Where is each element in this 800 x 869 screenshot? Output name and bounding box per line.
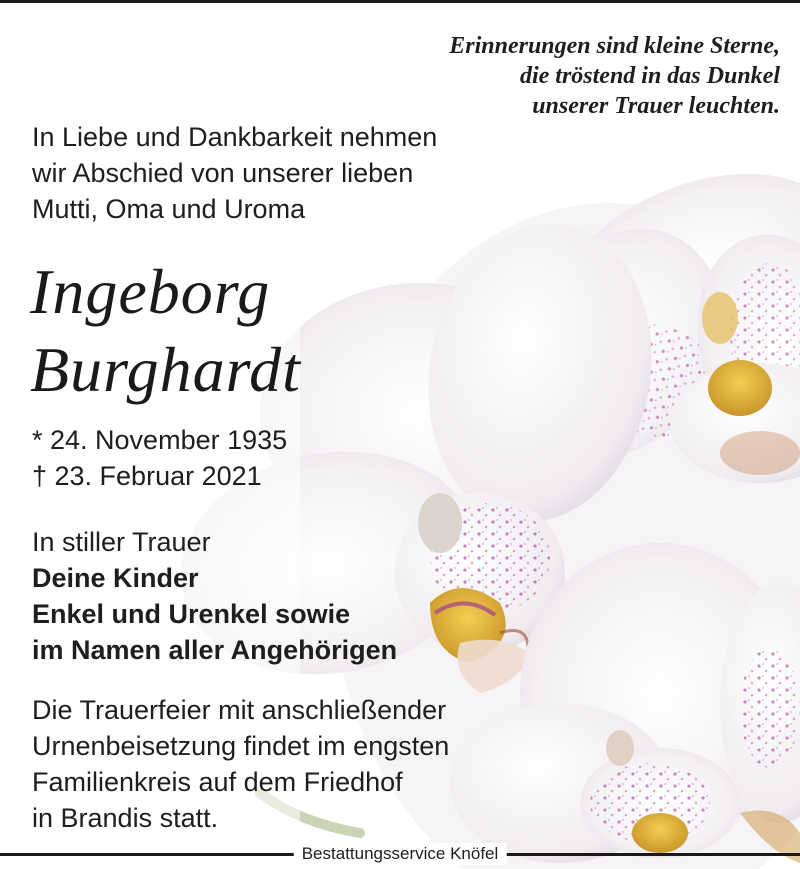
quote-line: unserer Trauer leuchten.	[532, 93, 780, 119]
mourners-intro: In stiller Trauer	[32, 527, 211, 557]
intro-line: In Liebe und Dankbarkeit nehmen	[32, 122, 438, 152]
ceremony-info	[32, 692, 449, 836]
death-date: † 23. Februar 2021	[32, 461, 262, 491]
ceremony-line: Familienkreis auf dem Friedhof	[32, 767, 403, 797]
mourners-block	[32, 524, 397, 668]
deceased-name	[30, 253, 301, 409]
undertaker-name: Bestattungsservice Knöfel	[294, 843, 507, 865]
quote-line: die tröstend in das Dunkel	[519, 63, 780, 89]
ceremony-line: Die Trauerfeier mit anschließender	[32, 695, 447, 725]
deceased-last-name: Burghardt	[30, 334, 301, 405]
memorial-quote	[449, 31, 780, 121]
ceremony-line: in Brandis statt.	[32, 803, 219, 833]
ceremony-line: Urnenbeisetzung findet im engsten	[32, 731, 450, 761]
footer	[0, 843, 800, 865]
intro-line: wir Abschied von unserer lieben	[32, 158, 414, 188]
deceased-first-name: Ingeborg	[30, 256, 271, 327]
mourners-line: Deine Kinder	[32, 563, 199, 593]
intro-line: Mutti, Oma und Uroma	[32, 194, 306, 224]
life-dates	[32, 422, 287, 494]
birth-date: * 24. November 1935	[32, 425, 288, 455]
mourners-line: im Namen aller Angehörigen	[32, 635, 398, 665]
quote-line: Erinnerungen sind kleine Sterne,	[449, 33, 780, 59]
mourners-line: Enkel und Urenkel sowie	[32, 599, 351, 629]
farewell-intro	[32, 119, 437, 227]
